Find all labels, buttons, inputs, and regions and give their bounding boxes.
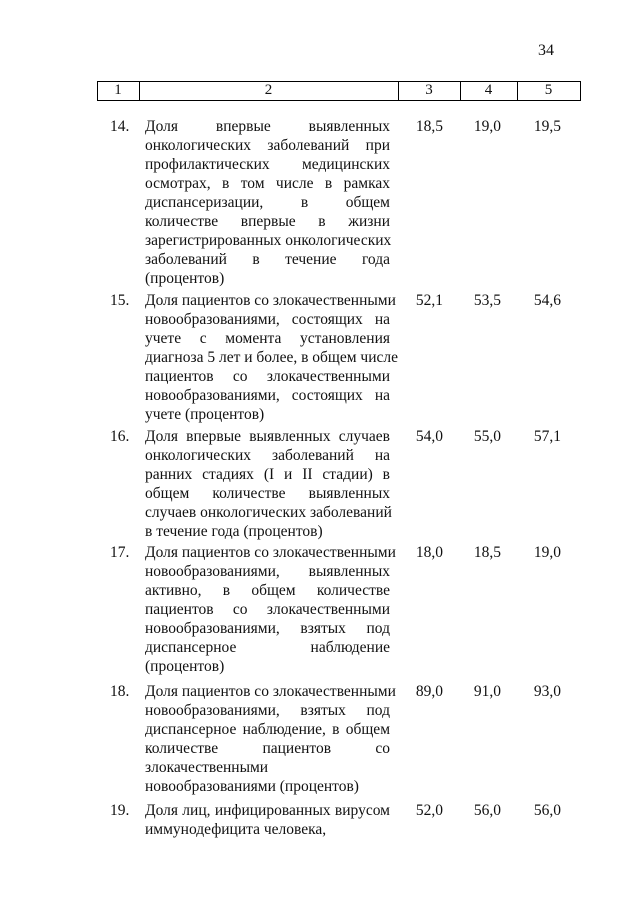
description-line: новообразованиями (процентов): [145, 778, 359, 795]
value-col-5: 56,0: [533, 802, 561, 819]
row-number: 14.: [110, 118, 130, 135]
description-line: диспансерное наблюдение, в общем: [145, 721, 390, 738]
row-number: 18.: [110, 683, 130, 700]
description-line: онкологических заболеваний при: [145, 137, 390, 154]
description-line: диагноза 5 лет и более, в общем числе: [145, 349, 398, 366]
indicator-description: [145, 291, 398, 424]
value-col-3: 52,0: [415, 802, 443, 819]
value-col-4: 55,0: [473, 428, 501, 445]
value-col-4: 19,0: [473, 118, 501, 135]
description-line: Доля впервые выявленных случаев: [145, 428, 390, 445]
description-line: новообразованиями, состоящих на: [145, 311, 390, 328]
description-line: Доля пациентов со злокачественными: [145, 683, 396, 700]
value-col-3: 89,0: [415, 683, 443, 700]
description-line: ранних стадиях (I и II стадии) в: [145, 466, 390, 483]
header-col-3: 3: [425, 82, 433, 98]
indicator-description: [145, 117, 390, 288]
value-col-5: 19,5: [533, 118, 561, 135]
value-col-4: 56,0: [473, 802, 501, 819]
row-number: 15.: [110, 292, 130, 309]
value-col-5: 93,0: [533, 683, 561, 700]
value-col-5: 54,6: [533, 292, 561, 309]
value-col-3: 18,0: [415, 544, 443, 561]
row-number: 17.: [110, 544, 130, 561]
description-line: учете с момента установления: [145, 330, 390, 347]
description-line: в течение года (процентов): [145, 523, 323, 540]
description-line: новообразованиями, взятых под: [145, 702, 390, 719]
header-col-2: 2: [264, 82, 273, 98]
description-line: Доля пациентов со злокачественными: [145, 544, 396, 561]
value-col-4: 53,5: [473, 292, 501, 309]
description-line: пациентов со злокачественными: [145, 601, 390, 618]
indicator-description: [145, 543, 396, 676]
description-line: Доля впервые выявленных: [145, 118, 390, 135]
description-line: злокачественными: [145, 759, 269, 776]
value-col-5: 19,0: [533, 544, 561, 561]
row-number: 16.: [110, 428, 130, 445]
description-line: новообразованиями, выявленных: [145, 563, 390, 580]
description-line: общем количестве выявленных: [145, 485, 390, 502]
description-line: иммунодефицита человека,: [145, 821, 327, 838]
header-col-5: 5: [544, 82, 553, 98]
description-line: (процентов): [145, 658, 225, 675]
indicator-description: [145, 682, 396, 796]
description-line: Доля лиц, инфицированных вирусом: [145, 802, 390, 819]
description-line: количестве впервые в жизни: [145, 213, 390, 230]
header-col-4: 4: [484, 82, 493, 98]
value-col-3: 52,1: [415, 292, 443, 309]
value-col-4: 18,5: [473, 544, 501, 561]
header-col-1: 1: [114, 82, 122, 98]
description-line: случаев онкологических заболеваний: [145, 504, 392, 521]
value-col-3: 54,0: [415, 428, 443, 445]
indicator-description: [145, 801, 390, 839]
description-line: зарегистрированных онкологических: [145, 232, 392, 249]
description-line: активно, в общем количестве: [145, 582, 390, 599]
description-line: профилактических медицинских: [145, 156, 390, 173]
value-col-4: 91,0: [473, 683, 501, 700]
value-col-5: 57,1: [533, 428, 561, 445]
description-line: диспансерное наблюдение: [145, 639, 390, 656]
description-line: Доля пациентов со злокачественными: [145, 292, 396, 309]
description-line: новообразованиями, состоящих на: [145, 387, 390, 404]
description-line: заболеваний в течение года: [145, 251, 390, 268]
value-col-3: 18,5: [415, 118, 443, 135]
header-divider: [580, 81, 581, 101]
indicator-description: [145, 427, 390, 541]
description-line: учете (процентов): [145, 406, 265, 423]
description-line: онкологических заболеваний на: [145, 447, 390, 464]
page-number: 34: [538, 42, 554, 59]
description-line: (процентов): [145, 270, 225, 287]
description-line: пациентов со злокачественными: [145, 368, 390, 385]
description-line: количестве пациентов со: [145, 740, 390, 757]
description-line: осмотрах, в том числе в рамках: [145, 175, 390, 192]
description-line: новообразованиями, взятых под: [145, 620, 390, 637]
row-number: 19.: [110, 802, 130, 819]
description-line: диспансеризации, в общем: [145, 194, 390, 211]
